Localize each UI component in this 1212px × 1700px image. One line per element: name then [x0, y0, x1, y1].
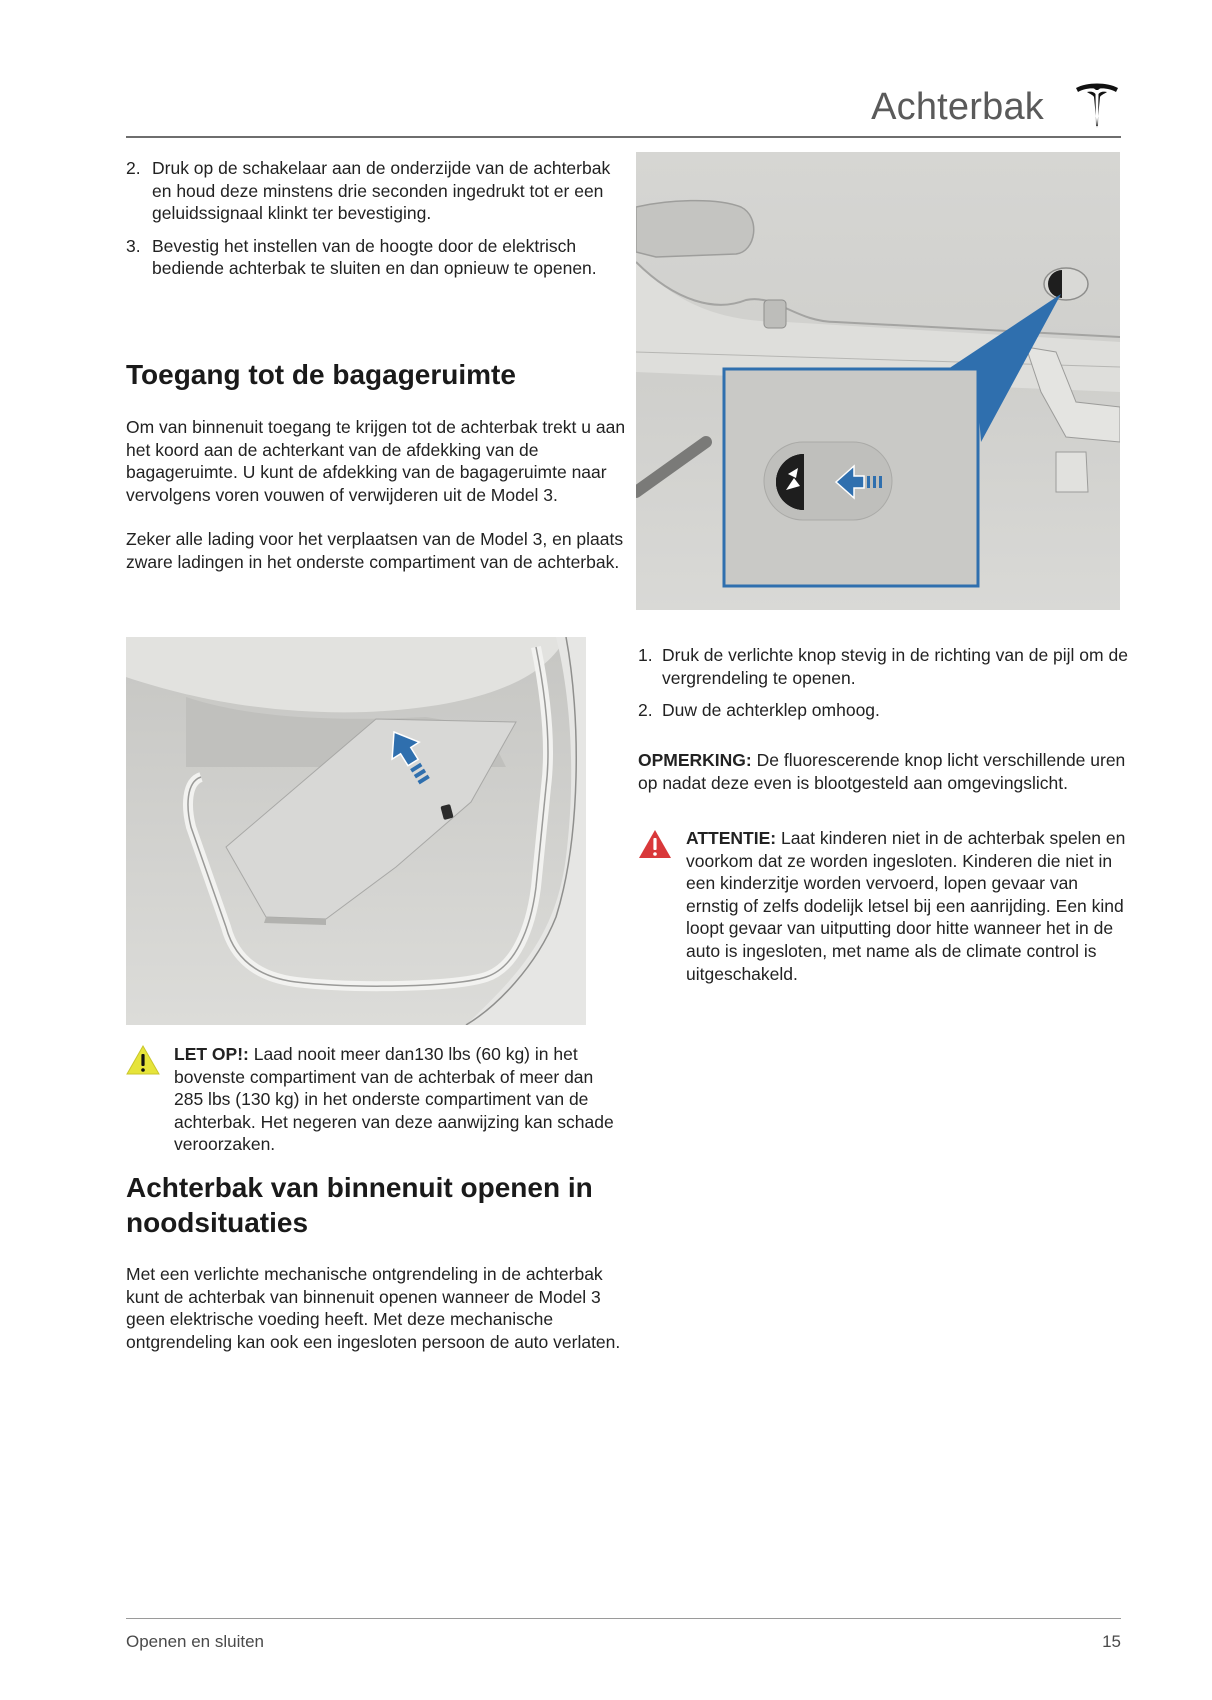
page-number: 15 — [1102, 1632, 1121, 1651]
paragraph: Zeker alle lading voor het verplaatsen van de Model 3, en plaats zware ladingen in het onderste compartiment van de achterbak. — [126, 529, 624, 572]
caution-triangle-icon — [126, 1043, 174, 1081]
note-callout — [638, 749, 1128, 794]
list-item — [126, 235, 626, 280]
section-toegang-body — [126, 416, 626, 574]
step-text: Druk op de schakelaar aan de onderzijde van de achterbak en houd deze minstens drie seconden ingedrukt tot er een geluidssignaal klinkt ter bevestiging. — [152, 158, 611, 224]
footer-divider — [126, 1618, 1121, 1619]
section-noodsituaties — [126, 1170, 626, 1240]
step-number: 1. — [638, 645, 653, 665]
right-steps — [638, 644, 1128, 732]
section-toegang — [126, 357, 626, 392]
note-body: De fluorescerende knop licht verschillende uren op nadat deze even is blootgesteld aan omgevingslicht. — [638, 750, 1126, 793]
list-item — [126, 157, 626, 225]
step-text: Duw de achterklep omhoog. — [662, 700, 880, 721]
warning-callout — [638, 827, 1132, 985]
list-item — [638, 644, 1128, 689]
tesla-logo-icon — [1073, 80, 1121, 130]
caution-text — [174, 1043, 626, 1156]
section-heading: Toegang tot de bagageruimte — [126, 359, 516, 390]
paragraph: Om van binnenuit toegang te krijgen tot de achterbak trekt u aan het koord aan de achterkant van de afdekking van de bagageruimte. U kunt de afdekking van de bagageruimte naar vervolgens voren vouwen of verwijderen uit de Model 3. — [126, 417, 626, 505]
paragraph: Met een verlichte mechanische ontgrendeling in de achterbak kunt de achterbak van binnenuit openen wanneer de Model 3 geen elektrische voeding heeft. Met deze mechanische ontgrendeling kan ook een ingesloten persoon de auto verlaten. — [126, 1264, 621, 1352]
note-label: OPMERKING: — [638, 750, 752, 770]
page-title: Achterbak — [871, 86, 1044, 128]
step-number: 3. — [126, 235, 141, 256]
warning-triangle-icon — [638, 827, 686, 865]
warning-body: Laat kinderen niet in de achterbak spelen en voorkom dat ze worden ingesloten. Kinderen die niet in een kinderzitje worden vervoerd, lopen gevaar van ernstig of zelfs dodelijk letsel bij een aanrijding. Een kind loopt gevaar van uitputting door hitte wanneer het in de auto is ingesloten, met name als de climate control is uitgeschakeld. — [686, 828, 1126, 984]
warning-label: ATTENTIE: — [686, 828, 777, 848]
emergency-trunk-release-illustration — [636, 152, 1120, 610]
warning-text — [686, 827, 1132, 985]
step-number: 2. — [638, 700, 653, 721]
list-item — [638, 699, 1128, 722]
caution-body: Laad nooit meer dan130 lbs (60 kg) in het bovenste compartiment van de achterbak of meer dan 285 lbs (130 kg) in het onderste compartiment van de achterbak. Het negeren van deze aanwijzing kan schade veroorzaken. — [174, 1044, 614, 1155]
section-heading: Achterbak van binnenuit openen in noodsituaties — [126, 1172, 593, 1238]
footer-section-title: Openen en sluiten — [126, 1632, 264, 1651]
left-steps — [126, 157, 626, 290]
trunk-cargo-cover-illustration — [126, 637, 586, 1025]
step-number: 2. — [126, 158, 141, 178]
caution-label: LET OP!: — [174, 1044, 249, 1064]
caution-callout — [126, 1043, 626, 1156]
step-text: Druk de verlichte knop stevig in de richting van de pijl om de vergrendeling te openen. — [662, 645, 1128, 688]
section-noodsituaties-body — [126, 1263, 626, 1353]
header-divider — [126, 136, 1121, 138]
step-text: Bevestig het instellen van de hoogte door de elektrisch bediende achterbak te sluiten en dan opnieuw te openen. — [152, 235, 597, 279]
